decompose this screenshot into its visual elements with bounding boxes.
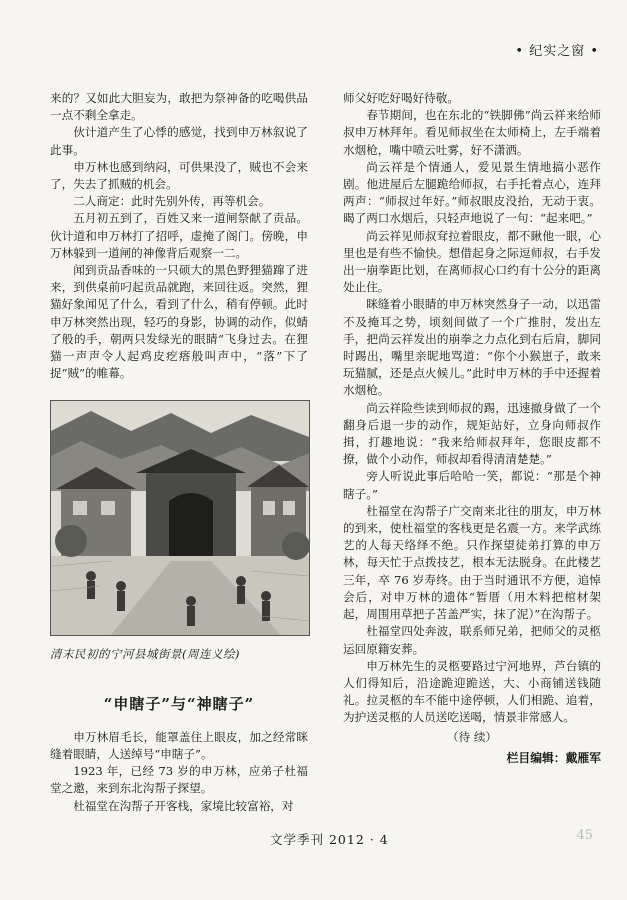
paragraph: 五月初五到了，百姓又来一道闸祭献了贡品。伙计道和申万林打了招呼，虚掩了阁门。傍晚，申万林躲到一道闸的神像背后观察一二。: [50, 211, 308, 260]
paragraph: 师父好吃好喝好待敬。: [343, 91, 459, 105]
street-scene-illustration: [50, 400, 310, 636]
paragraph: 尚云祥险些读到师叔的踢，迅速撤身做了一个翻身后退一步的动作，规矩站好，立身向师叔作揖，打趣地说：“我来给师叔拜年，您眼皮都不撩，做个小动作，师叔却看得清清楚楚。”: [343, 400, 601, 467]
page-number: 45: [576, 828, 593, 843]
paragraph: 闻到贡品香味的一只硕大的黑色野狸猫蹿了进来，到供桌前叼起贡品就跑，来回往返。突然，狸猫好象闻见了什么，看到了什么，稍有停顿。此时申万林突然出现，轻巧的身影，协调的动作，似蜻了般的手，朝两只发绿光的眼睛“飞身过去。在狸猫一声声令人起鸡皮疙瘩般叫声中，“落”下了捉“贼”的帷幕。: [50, 263, 308, 381]
section-title: “申瞎子”与“神瞎子”: [103, 694, 255, 713]
paragraph: 伙计道产生了心悸的感觉，找到申万林叙说了此事。: [50, 125, 308, 157]
paragraph: 杜福堂四处奔波，联系师兄弟，把师父的灵柩运回原籍安葬。: [343, 624, 601, 656]
paragraph: 杜福堂在沟帮子广交南来北往的朋友，申万林的到来，使杜福堂的客栈更是名震一方。来学武练艺的人每天络绎不绝。只作探望徒弟打算的申万林，每天忙于点拨技艺，根本无法脱身。在此楼艺三年，卒 76 岁寿终。由于当时通讯不方便，追悼会后，对申万林的遗体“暂厝（用木料把棺材架起，周围用草把子苫盖严实，抹了泥）”在沟帮子。: [343, 503, 601, 622]
column-editor: 栏目编辑：戴雁军: [506, 750, 601, 765]
paragraph: 申万林先生的灵柩要路过宁河地界，芦台镇的人们得知后，沿途跪迎跪送，大、小商铺送钱随礼。拉灵柩的车不能中途停顿，人们相跪、追着，为护送灵柩的人员送吃送喝，情景非常感人。: [343, 658, 601, 725]
paragraph: 来的？又如此大胆妄为，敢把为祭神备的吃喝供品一点不剩全拿走。: [50, 91, 308, 123]
paragraph: 尚云祥是个情通人，爱见景生情地搞小恶作剧。他进屋后左腿跪给师叔，右手托着点心，连拜两声：“师叔过年好。”师叔眼皮没抬，无动于衷。暍了两口水烟后，只轻声地说了一句：“起来吧。”: [343, 159, 601, 226]
paragraph: 申万林也感到纳闷，可供果没了，贼也不会来了，失去了抓贼的机会。: [50, 159, 308, 192]
to-be-continued: （待 续）: [446, 729, 498, 744]
paragraph: 眯缝着小眼睛的申万林突然身子一动，以迅雷不及掩耳之势，顷刻间做了一个广推肘，发出左手，把尚云祥发出的崩拳之力点化到右后肩，脚同时踢出，嘴里亲昵地骂道：“你个小猴崽子，敢来玩猫腻，还是点火候儿。”此时申万林的手中还握着水烟枪。: [343, 297, 601, 398]
right-column: [343, 90, 601, 767]
paragraph: 旁人听说此事后哈哈一笑，都说：“那是个神瞎子。”: [343, 469, 601, 501]
illustration-caption: 清末民初的宁河县城街景(周连义绘): [50, 647, 240, 662]
paragraph: 申万林眉毛长，能罩盖住上眼皮，加之经常眯缝着眼睛，人送绰号“申瞎子”。: [50, 729, 308, 762]
paragraph: 杜福堂在沟帮子开客栈，家境比较富裕，对: [73, 798, 294, 813]
journal-footer: 文学季刊 2012 · 4: [270, 832, 389, 847]
left-column: [50, 90, 308, 815]
paragraph: 尚云祥见师叔耷拉着眼皮，都不瞅他一眼，心里也是有些不愉快。想借起身之际逗师叔，右手发出一崩拳距比划，在离师叔心口约有十公分的距离处止住。: [343, 228, 601, 295]
paragraph: 二人商定：此时先别外传，再等机会。: [73, 194, 271, 209]
column-header: • 纪实之窗 •: [515, 44, 599, 59]
paragraph: 1923 年，已经 73 岁的申万林，应弟子杜福堂之邀，来到东北沟帮子探望。: [50, 764, 308, 796]
paragraph: 春节期间，也在东北的“铁脚佛”尚云祥来给师叔申万林拜年。看见师叔坐在太师椅上，左手端着水烟枪，嘴中喷云吐雾，好不潇洒。: [343, 108, 601, 157]
